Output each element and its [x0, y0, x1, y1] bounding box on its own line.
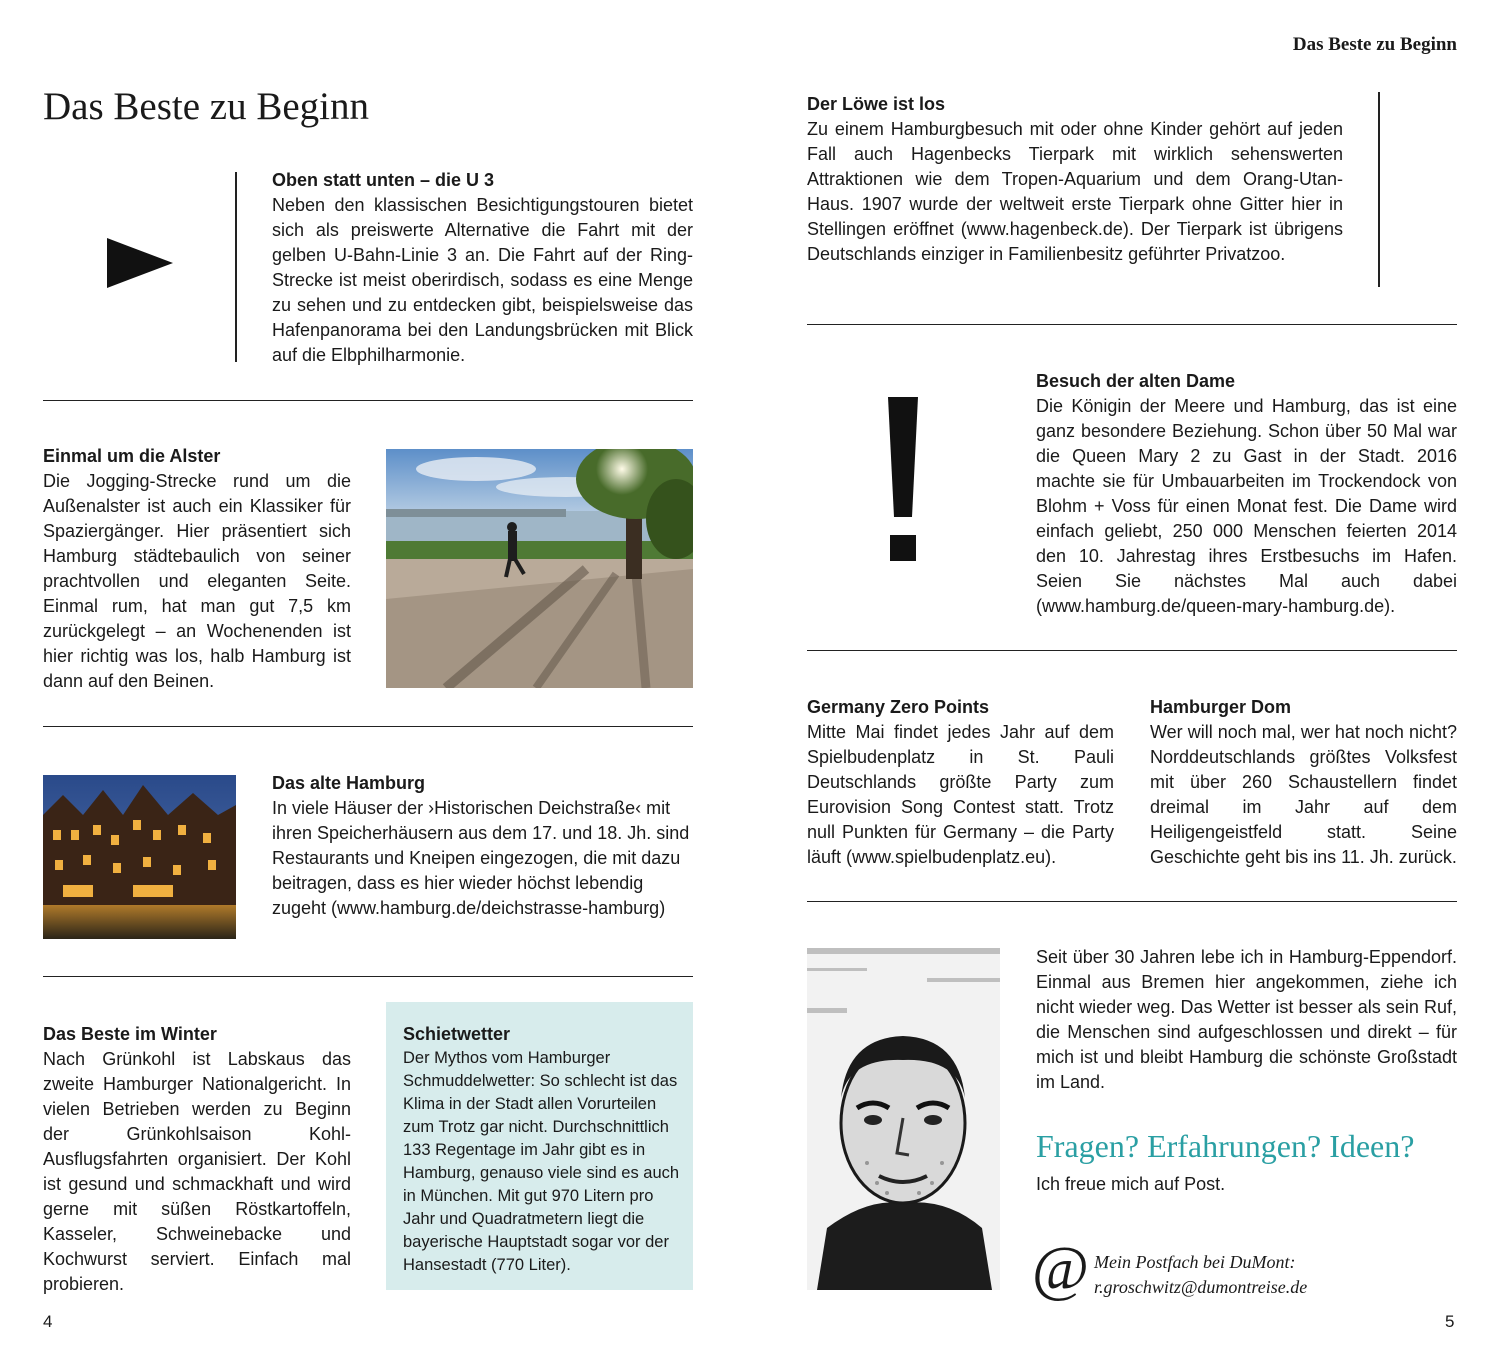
- section-text: Wer will noch mal, wer hat noch nicht? Norddeutschlands größtes Volksfest mit über 260 Schaustellern findet dreimal im Jahr auf dem Heiligengeistfeld statt. Seine Geschichte geht bis ins 11. Jh. zurück.: [1150, 722, 1457, 867]
- page-number-right: 5: [1445, 1312, 1455, 1331]
- author-portrait: [807, 948, 1000, 1290]
- page-title: Das Beste zu Beginn: [43, 85, 370, 128]
- section-dame: [1036, 369, 1457, 619]
- running-header: Das Beste zu Beginn: [1292, 34, 1457, 55]
- contact-subline: Ich freue mich auf Post.: [1036, 1174, 1226, 1194]
- section-u3: [272, 168, 693, 368]
- mailbox-label: Mein Postfach bei DuMont:: [1094, 1252, 1296, 1272]
- section-heading: Hamburger Dom: [1150, 697, 1292, 717]
- exclamation-icon: [886, 397, 920, 565]
- section-heading: Einmal um die Alster: [43, 446, 221, 466]
- section-text: In viele Häuser der ›Historischen Deichstraße‹ mit ihren Speicherhäusern aus dem 17. und 18. Jh. sind Restaurants und Kneipen eingezogen, die mit dazu beitragen, dass es hier wieder höchst lebendig zugeht (www.hamburg.de/deichstrasse-hamburg): [272, 798, 690, 918]
- section-alt: [272, 771, 693, 921]
- section-heading: Besuch der alten Dame: [1036, 371, 1236, 391]
- section-text: Die Königin der Meere und Hamburg, das ist eine ganz besondere Beziehung. Schon über 50 Mal war die Queen Mary 2 zu Gast in der Stadt. 2016 machte sie für Umbauarbeiten im Trockendock von Blohm + Voss für einen Monat fest. Die Dame wird einfach geliebt, 250 000 Menschen feierten 2014 den 10. Jahrestag ihres Erstbesuchs im Hafen. Seien Sie nächstes Mal auch dabei (www.hamburg.de/queen-mary-hamburg.de).: [1036, 396, 1457, 616]
- section-zero-points: [807, 695, 1114, 870]
- vertical-rule: [1378, 92, 1380, 287]
- at-icon: @: [1032, 1235, 1090, 1303]
- section-text: Nach Grünkohl ist Labskaus das zweite Hamburger Nationalgericht. In vielen Betrieben werden zu Beginn der Grünkohlsaison Kohl-Ausflugsfahrten organisiert. Der Kohl ist gesund und schmackhaft und wird gerne mit süßen Röstkartoffeln, Kasseler, Schweinebacke und Kochwurst serviert. Einfach mal probieren.: [43, 1049, 351, 1294]
- divider: [43, 726, 693, 727]
- divider: [807, 650, 1457, 651]
- section-text: Zu einem Hamburgbesuch mit oder ohne Kinder gehört auf jeden Fall auch Hagenbecks Tierpark mit wirklich sehenswerten Attraktionen wie dem Tropen-Aquarium und dem Orang-Utan-Haus. 1907 wurde der weltweit erste Tierpark ohne Gitter hier in Stellingen eröffnet (www.hagenbeck.de). Der Tierpark ist übrigens Deutschlands einziger in Familienbesitz geführter Privatzoo.: [807, 119, 1343, 264]
- alster-jogger-photo: [386, 449, 693, 688]
- section-winter: [43, 1022, 351, 1297]
- vertical-rule: [235, 172, 237, 362]
- section-dom: [1150, 695, 1457, 870]
- divider: [43, 976, 693, 977]
- email-link[interactable]: r.groschwitz@dumontreise.de: [1094, 1277, 1308, 1297]
- section-alster: [43, 444, 351, 694]
- section-text: Neben den klassischen Besichtigungstouren bietet sich als preiswerte Alternative die Fahrt mit der gelben U-Bahn-Linie 3 an. Die Fahrt auf der Ring-Strecke ist meist oberirdisch, sodass es eine Menge zu sehen und zu entdecken gibt, beispielsweise das Hafenpanorama bei den Landungsbrücken mit Blick auf die Elbphilharmonie.: [272, 195, 693, 365]
- deichstrasse-night-photo: [43, 775, 236, 939]
- divider: [807, 901, 1457, 902]
- author-bio: [1036, 945, 1457, 1095]
- divider: [43, 400, 693, 401]
- page-number-left: 4: [43, 1312, 53, 1331]
- section-text: Der Mythos vom Hamburger Schmuddelwetter: So schlecht ist das Klima in der Stadt allen Vorurteilen zum Trotz gar nicht. Durchschnittlich 133 Regentage im Jahr gibt es in Hamburg, genauso viele sind es auch in München. Mit gut 970 Litern pro Jahr und Quadratmetern liegt die bayerische Hauptstadt sogar vor der Hansestadt (770 Liter).: [403, 1049, 680, 1274]
- section-heading: Das Beste im Winter: [43, 1024, 217, 1044]
- section-heading: Schietwetter: [403, 1024, 511, 1044]
- section-text: Die Jogging-Strecke rund um die Außenalster ist auch ein Klassiker für Spaziergänger. Hier präsentiert sich Hamburg städtebaulich von seiner prachtvollen und eleganten Seite. Einmal rum, hat man gut 7,5 km zurückgelegt – an Wochenenden ist hier richtig was los, halb Hamburg ist dann auf den Beinen.: [43, 471, 351, 691]
- divider: [807, 324, 1457, 325]
- section-heading: Oben statt unten – die U 3: [272, 170, 495, 190]
- section-heading: Germany Zero Points: [807, 697, 990, 717]
- schietwetter-box: [386, 1002, 693, 1290]
- section-text: Mitte Mai findet jedes Jahr auf dem Spielbudenplatz in St. Pauli Deutschlands größte Party zum Eurovision Song Contest statt. Trotz null Punkten für Germany – die Party läuft (www.spielbudenplatz.eu).: [807, 722, 1114, 867]
- play-triangle-icon: [107, 238, 173, 288]
- section-heading: Das alte Hamburg: [272, 773, 426, 793]
- contact-heading: Fragen? Erfahrungen? Ideen?: [1036, 1128, 1415, 1164]
- author-bio-text: Seit über 30 Jahren lebe ich in Hamburg-Eppendorf. Einmal aus Bremen hier angekommen, ziehe ich nicht wieder weg. Das Wetter ist besser als sein Ruf, die Menschen sind aufgeschlossen und direkt – für mich ist und bleibt Hamburg die schönste Großstadt im Land.: [1036, 947, 1457, 1092]
- section-heading: Der Löwe ist los: [807, 94, 946, 114]
- section-loewe: [807, 92, 1343, 267]
